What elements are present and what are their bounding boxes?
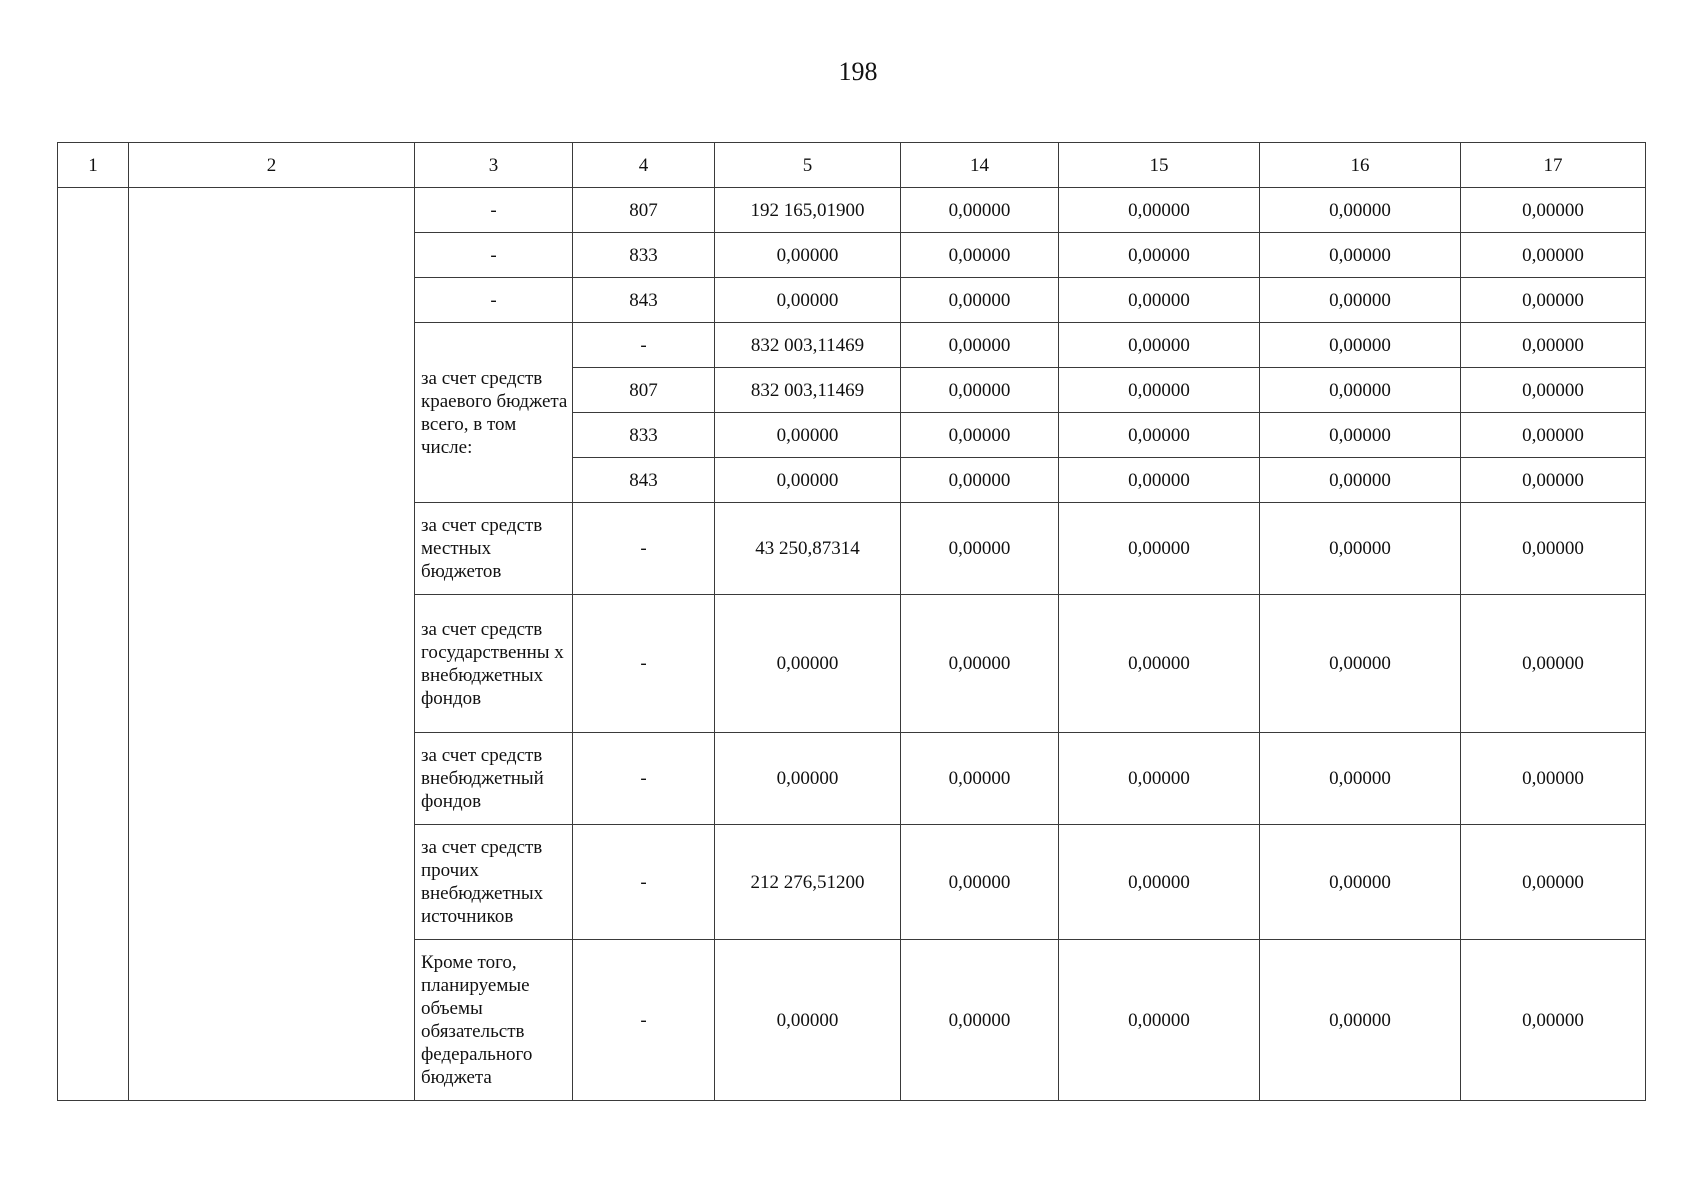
- amount-cell: 0,00000: [1461, 733, 1646, 825]
- amount-cell: 0,00000: [1461, 595, 1646, 733]
- amount-cell: 0,00000: [901, 458, 1059, 503]
- amount-cell: 832 003,11469: [715, 323, 901, 368]
- amount-cell: 0,00000: [1461, 503, 1646, 595]
- amount-cell: 0,00000: [1260, 595, 1461, 733]
- amount-cell: 0,00000: [901, 940, 1059, 1101]
- amount-cell: 0,00000: [1059, 323, 1260, 368]
- budget-code-cell: 833: [573, 413, 715, 458]
- amount-cell: 0,00000: [715, 733, 901, 825]
- amount-cell: 0,00000: [1059, 940, 1260, 1101]
- amount-cell: 0,00000: [1059, 368, 1260, 413]
- amount-cell: 0,00000: [1059, 188, 1260, 233]
- budget-table: [57, 142, 1646, 1101]
- amount-cell: 0,00000: [1260, 413, 1461, 458]
- funding-source-cell: за счет средств внебюджетный фондов: [415, 733, 573, 825]
- amount-cell: 0,00000: [1260, 278, 1461, 323]
- amount-cell: 0,00000: [1461, 940, 1646, 1101]
- amount-cell: 0,00000: [1059, 413, 1260, 458]
- amount-cell: 0,00000: [1461, 825, 1646, 940]
- amount-cell: 0,00000: [715, 278, 901, 323]
- amount-cell: 0,00000: [1059, 595, 1260, 733]
- budget-code-cell: -: [573, 733, 715, 825]
- amount-cell: 0,00000: [1461, 188, 1646, 233]
- table-row: [58, 188, 1646, 233]
- amount-cell: 0,00000: [901, 733, 1059, 825]
- amount-cell: 0,00000: [1461, 458, 1646, 503]
- amount-cell: 0,00000: [1260, 368, 1461, 413]
- amount-cell: 0,00000: [1059, 458, 1260, 503]
- amount-cell: 0,00000: [1461, 278, 1646, 323]
- amount-cell: 0,00000: [715, 458, 901, 503]
- amount-cell: 0,00000: [1260, 188, 1461, 233]
- column-header: 15: [1059, 143, 1260, 188]
- funding-source-cell: -: [415, 278, 573, 323]
- column-header: 2: [129, 143, 415, 188]
- amount-cell: 0,00000: [715, 940, 901, 1101]
- column-header: 3: [415, 143, 573, 188]
- amount-cell: 0,00000: [1260, 733, 1461, 825]
- funding-source-cell: -: [415, 188, 573, 233]
- amount-cell: 212 276,51200: [715, 825, 901, 940]
- budget-code-cell: -: [573, 825, 715, 940]
- amount-cell: 0,00000: [1260, 458, 1461, 503]
- amount-cell: 0,00000: [1461, 233, 1646, 278]
- funding-source-cell: за счет средств прочих внебюджетных источников: [415, 825, 573, 940]
- amount-cell: 0,00000: [901, 323, 1059, 368]
- page-number: 198: [838, 57, 878, 86]
- budget-code-cell: -: [573, 595, 715, 733]
- amount-cell: 0,00000: [715, 595, 901, 733]
- col2-merged-cell: [129, 188, 415, 1101]
- amount-cell: 0,00000: [1059, 503, 1260, 595]
- amount-cell: 0,00000: [901, 413, 1059, 458]
- funding-source-cell: за счет средств государственны х внебюджетных фондов: [415, 595, 573, 733]
- budget-code-cell: 833: [573, 233, 715, 278]
- budget-code-cell: 807: [573, 368, 715, 413]
- amount-cell: 0,00000: [1059, 233, 1260, 278]
- amount-cell: 0,00000: [1461, 323, 1646, 368]
- amount-cell: 0,00000: [1260, 825, 1461, 940]
- amount-cell: 0,00000: [1461, 368, 1646, 413]
- amount-cell: 0,00000: [901, 825, 1059, 940]
- budget-code-cell: -: [573, 503, 715, 595]
- amount-cell: 0,00000: [715, 233, 901, 278]
- amount-cell: 0,00000: [901, 188, 1059, 233]
- budget-code-cell: 843: [573, 458, 715, 503]
- column-header: 14: [901, 143, 1059, 188]
- amount-cell: 0,00000: [715, 413, 901, 458]
- amount-cell: 832 003,11469: [715, 368, 901, 413]
- amount-cell: 0,00000: [901, 368, 1059, 413]
- amount-cell: 192 165,01900: [715, 188, 901, 233]
- col1-merged-cell: [58, 188, 129, 1101]
- budget-code-cell: -: [573, 323, 715, 368]
- amount-cell: 0,00000: [901, 233, 1059, 278]
- amount-cell: 0,00000: [1059, 278, 1260, 323]
- column-header: 1: [58, 143, 129, 188]
- amount-cell: 0,00000: [1059, 825, 1260, 940]
- amount-cell: 0,00000: [1260, 940, 1461, 1101]
- amount-cell: 0,00000: [1260, 233, 1461, 278]
- amount-cell: 0,00000: [901, 595, 1059, 733]
- amount-cell: 0,00000: [901, 278, 1059, 323]
- amount-cell: 43 250,87314: [715, 503, 901, 595]
- column-header: 16: [1260, 143, 1461, 188]
- amount-cell: 0,00000: [1059, 733, 1260, 825]
- funding-source-cell: Кроме того, планируемые объемы обязательств федерального бюджета: [415, 940, 573, 1101]
- funding-source-cell: за счет средств краевого бюджета всего, в том числе:: [415, 323, 573, 503]
- budget-code-cell: 843: [573, 278, 715, 323]
- amount-cell: 0,00000: [1260, 503, 1461, 595]
- amount-cell: 0,00000: [1260, 323, 1461, 368]
- funding-source-cell: -: [415, 233, 573, 278]
- amount-cell: 0,00000: [901, 503, 1059, 595]
- budget-code-cell: 807: [573, 188, 715, 233]
- column-number-row: [58, 143, 1646, 188]
- column-header: 5: [715, 143, 901, 188]
- column-header: 17: [1461, 143, 1646, 188]
- amount-cell: 0,00000: [1461, 413, 1646, 458]
- budget-code-cell: -: [573, 940, 715, 1101]
- column-header: 4: [573, 143, 715, 188]
- funding-source-cell: за счет средств местных бюджетов: [415, 503, 573, 595]
